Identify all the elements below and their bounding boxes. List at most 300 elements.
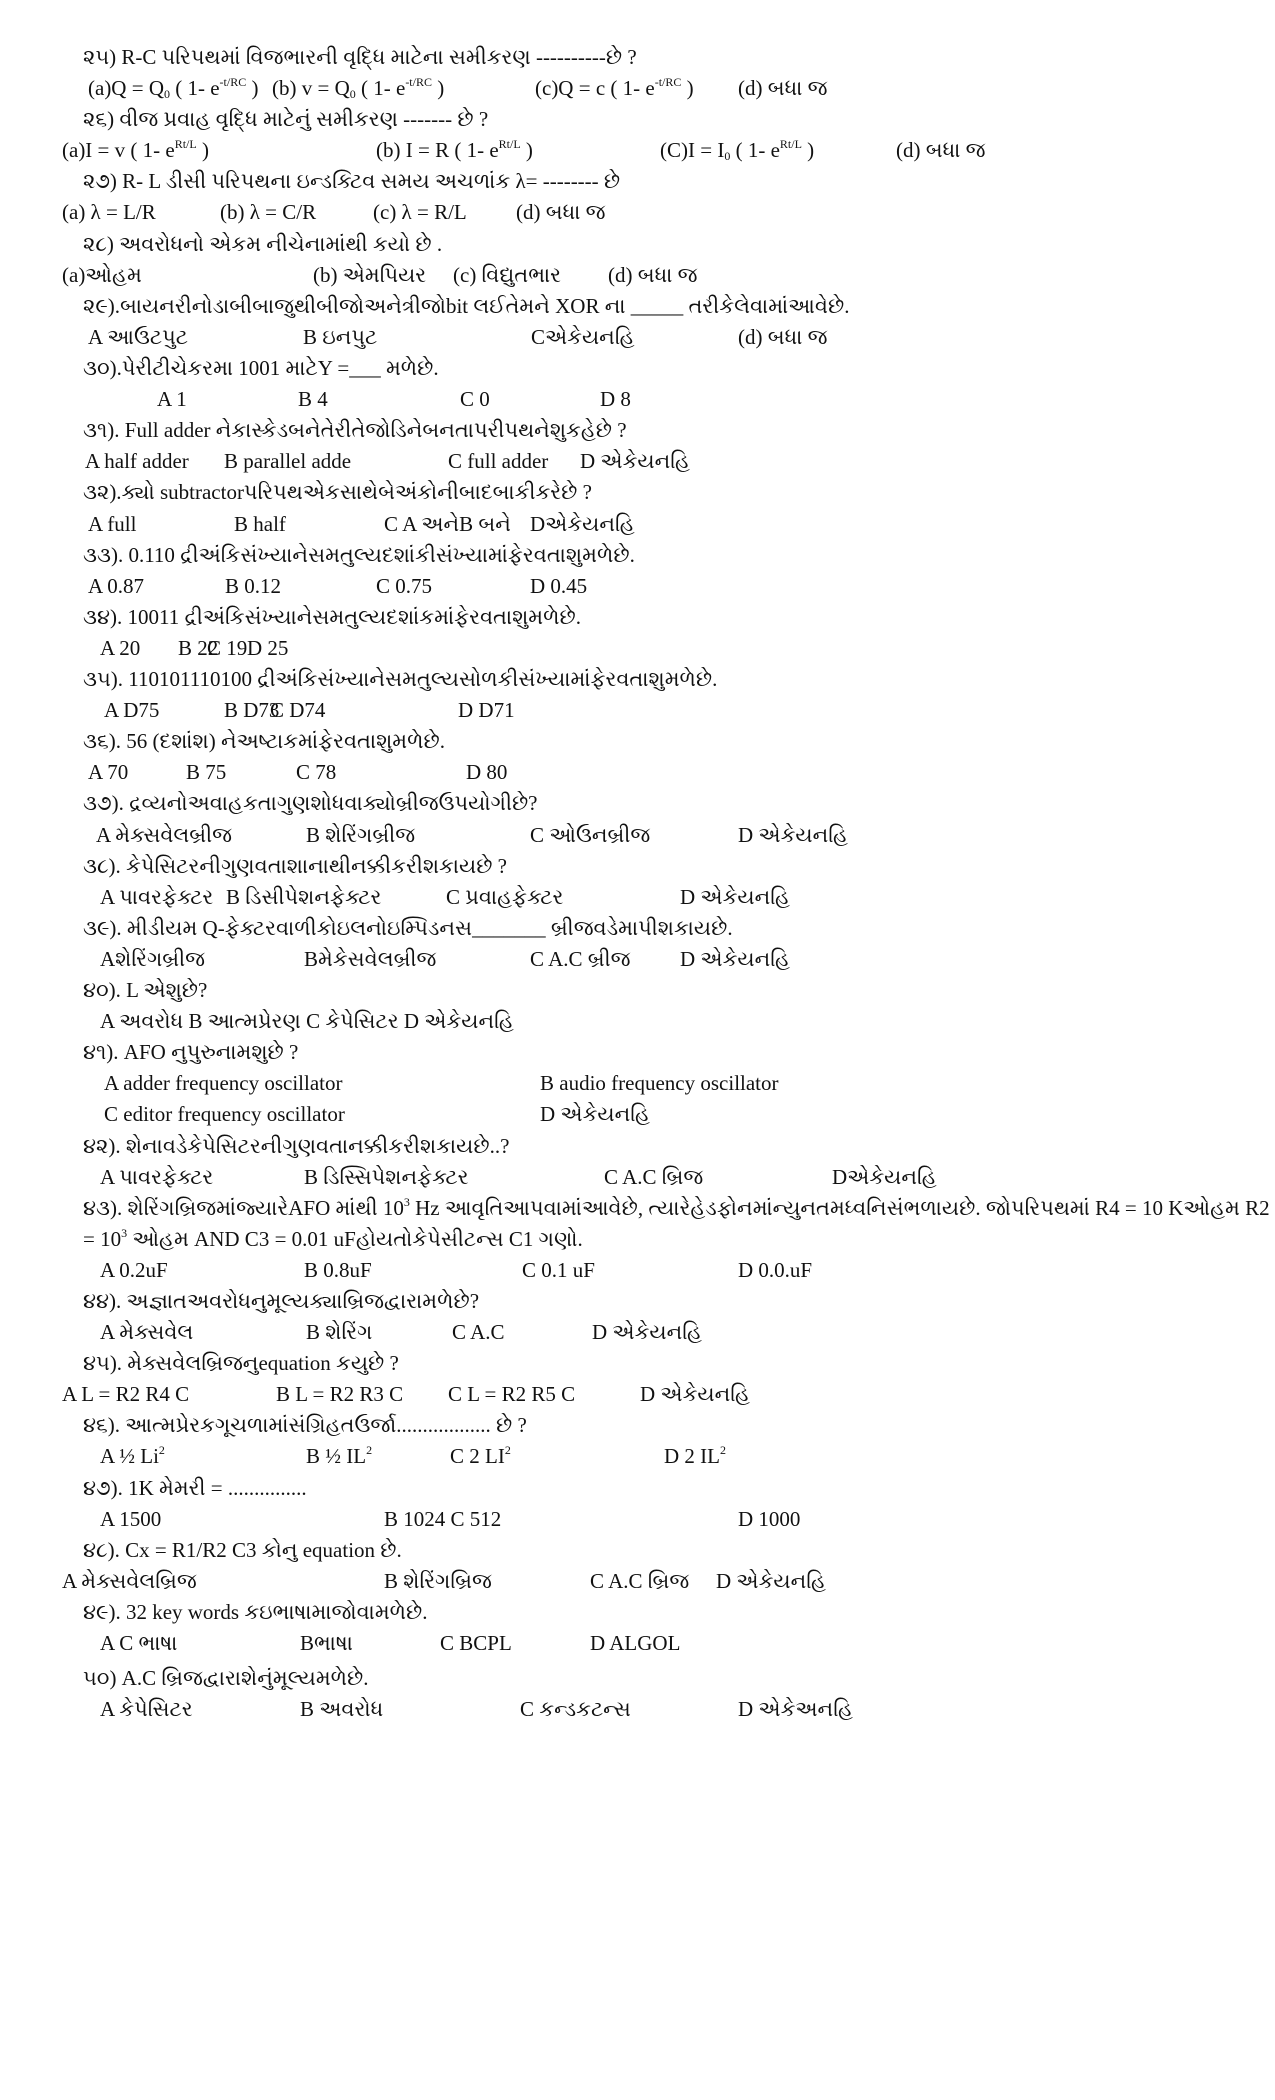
text-run: A પાવરફેક્ટર: [100, 885, 214, 909]
text-run: D 2 IL: [664, 1444, 720, 1468]
text-run: B 1024 C 512: [384, 1507, 502, 1531]
text-run: A 0.2uF: [100, 1258, 168, 1282]
text-run: ૪૯). 32 key words કઇભાષામાજોવામળેછે.: [83, 1600, 428, 1624]
option-a: [62, 197, 156, 228]
question-text-segment: [83, 1663, 369, 1694]
question-text-segment: [83, 415, 627, 446]
options-row: [0, 1379, 1275, 1410]
text-run: B audio frequency oscillator: [540, 1071, 779, 1095]
text-run: ૪૩). શેરિંગબ્રિજમાંજ્યારેAFO માંથી 10: [83, 1196, 404, 1220]
text-run: ૩૦).પેરીટીચેકરમા 1001 માટેY =___ મળેછે.: [83, 356, 439, 380]
options-row: [0, 695, 1275, 726]
option-c: [446, 882, 563, 913]
question-text: [0, 1348, 1275, 1379]
question-text-segment: [83, 726, 445, 757]
text-run: D એકેઅનહિ: [738, 1697, 853, 1721]
options-row: [0, 571, 1275, 602]
text-run: ૨૭) R- L ડીસી પરિપથના ઇન્ડક્ટિવ સમય અચળાંક λ= -------- છે: [83, 169, 621, 193]
option-c: [453, 260, 561, 291]
text-run: A adder frequency oscillator: [104, 1071, 343, 1095]
option-d: [608, 260, 697, 291]
text-run: B 4: [298, 387, 328, 411]
superscript: 3: [121, 1226, 128, 1240]
question-text-segment: [83, 42, 637, 73]
text-run: (c) λ = R/L: [373, 200, 467, 224]
text-run: ૪૪). અજ્ઞાતઅવરોધનુમૂલ્યક્યાબ્રિજદ્વારામળેછે?: [83, 1289, 480, 1313]
text-run: D એકેયનહિ: [540, 1102, 650, 1126]
text-run: B ½ IL: [306, 1444, 367, 1468]
text-run: B 22: [178, 636, 219, 660]
text-run: Bમેકેસવેલબ્રીજ: [304, 947, 437, 971]
option-d: [458, 695, 515, 726]
option-a: [88, 571, 144, 602]
text-run: ૨૬) વીજ પ્રવાહ વૃદ્ધિ માટેનું સમીકરણ ------- છે ?: [83, 107, 489, 131]
superscript: 2: [158, 1443, 165, 1457]
superscript: 3: [403, 1195, 410, 1209]
options-row: [0, 882, 1275, 913]
text-run: B શેરિંગબ્રીજ: [306, 823, 416, 847]
text-run: A મેક્સવેલબ્રિજ: [62, 1569, 197, 1593]
option-c: [448, 1379, 575, 1410]
option-d: [738, 1255, 812, 1286]
option-b: [384, 1566, 492, 1597]
option-d: [716, 1566, 826, 1597]
option-c: [207, 633, 247, 664]
question-text: [0, 1410, 1275, 1441]
options-row: [0, 73, 1275, 104]
option-c: [296, 757, 336, 788]
option-a: [100, 633, 140, 664]
text-run: Bભાષા: [300, 1631, 353, 1655]
option-b: [298, 384, 328, 415]
text-run: ૩૨).ક્યો subtractorપરિપથએકસાથેબેઅંકોનીબાદબાકીકરેછે ?: [83, 480, 592, 504]
text-run: ૩૯). મીડીયમ Q-ફેક્ટરવાળીકોઇલનોઇમ્પિડનસ_______ બ્રીજવડેમાપીશકાયછે.: [83, 916, 733, 940]
option-d: [738, 322, 827, 353]
text-run: ( 1- e: [355, 76, 406, 100]
text-run: (b) એમપિયર: [313, 263, 427, 287]
text-run: C 78: [296, 760, 337, 784]
option-a: [100, 1006, 514, 1037]
option-c: [440, 1628, 512, 1659]
text-run: B 0.8uF: [304, 1258, 372, 1282]
question-text: [0, 540, 1275, 571]
question-text-segment: [83, 353, 439, 384]
option-b: [300, 1694, 383, 1725]
question-text: [0, 1663, 1275, 1694]
text-run: ૪૧). AFO નુપુરુનામશુછે ?: [83, 1040, 299, 1064]
option-a: [100, 1694, 193, 1725]
option-a: [88, 509, 136, 540]
text-run: A આઉટપુટ: [88, 325, 188, 349]
text-run: D ALGOL: [590, 1631, 681, 1655]
option-b: [186, 757, 226, 788]
question-text-segment: [83, 1597, 428, 1628]
superscript: -t/RC: [654, 75, 682, 89]
option-b: [384, 1504, 501, 1535]
option-d: [738, 1694, 853, 1725]
option-d: [247, 633, 288, 664]
option-c: [604, 1162, 703, 1193]
option-d: [832, 1162, 937, 1193]
option-b: [306, 1317, 372, 1348]
superscript: Rt/L: [498, 137, 521, 151]
option-b: [234, 509, 286, 540]
question-text: [0, 1193, 1275, 1224]
option-c: [530, 944, 631, 975]
text-run: ( 1- e: [169, 76, 220, 100]
option-b: [540, 1068, 779, 1099]
options-row: [0, 446, 1275, 477]
option-c: [460, 384, 490, 415]
superscript: -t/RC: [405, 75, 432, 89]
options-row: [0, 1162, 1275, 1193]
text-run: (b) λ = C/R: [220, 200, 317, 224]
option-a: [100, 1162, 213, 1193]
text-run: B શેરિંગ: [306, 1320, 373, 1344]
options-row: [0, 1006, 1275, 1037]
option-a: [62, 135, 209, 166]
text-run: (b) v = Q: [272, 76, 350, 100]
option-c: [384, 509, 511, 540]
text-run: A C ભાષા: [100, 1631, 178, 1655]
subscript: 0: [163, 87, 170, 101]
question-text: [0, 602, 1275, 633]
text-run: C A.C બ્રીજ: [530, 947, 631, 971]
text-run: ૩૬). 56 (દશાંશ) નેઅષ્ટાકમાંફેરવતાશુમળેછે.: [83, 729, 445, 753]
question-text-segment: [83, 1535, 402, 1566]
question-text-segment: [83, 788, 538, 819]
option-c: [270, 695, 325, 726]
text-run: = 10: [83, 1227, 122, 1251]
text-run: ૪૮). Cx = R1/R2 C3 કોનુ equation છે.: [83, 1538, 402, 1562]
question-text: [0, 788, 1275, 819]
text-run: ): [246, 76, 259, 100]
text-run: ૩૭). દ્રવ્યનોઅવાહકતાગુણશોધવાક્યોબ્રીજઉપયોગીછે?: [83, 791, 538, 815]
text-run: ): [196, 138, 209, 162]
option-d: [664, 1441, 726, 1472]
option-c: [660, 135, 814, 166]
superscript: 2: [366, 1443, 373, 1457]
option-a: [88, 73, 258, 104]
options-row: [0, 1068, 1275, 1099]
text-run: C ઓઉનબ્રીજ: [530, 823, 651, 847]
option-c: [448, 446, 548, 477]
option-b: [226, 882, 381, 913]
text-run: C BCPL: [440, 1631, 512, 1655]
question-text-segment: [83, 166, 620, 197]
question-text: [0, 477, 1275, 508]
text-run: D એકેયનહિ: [680, 947, 790, 971]
option-a: [100, 882, 213, 913]
question-text: [0, 913, 1275, 944]
question-text-segment: [83, 1348, 399, 1379]
options-row: [0, 1694, 1275, 1725]
text-run: C 19: [207, 636, 248, 660]
text-run: C પ્રવાહફેક્ટર: [446, 885, 564, 909]
question-text: [0, 1037, 1275, 1068]
text-run: C કન્ડકટન્સ: [520, 1697, 631, 1721]
option-d: [540, 1099, 650, 1130]
text-run: ): [520, 138, 533, 162]
text-run: D એકેયનહિ: [680, 885, 790, 909]
text-run: (c) વિદ્યુતભાર: [453, 263, 561, 287]
option-a: [96, 820, 232, 851]
text-run: D એકેયનહિ: [716, 1569, 826, 1593]
text-run: B ડિસીપેશનફેક્ટર: [226, 885, 382, 909]
option-b: [272, 73, 444, 104]
option-c: [738, 1504, 800, 1535]
text-run: (d) બધા જ: [738, 76, 828, 100]
options-row: [0, 1628, 1275, 1659]
text-run: ૪૫). મેક્સવેલબ્રિજનુequation કયુછે ?: [83, 1351, 399, 1375]
text-run: ૨૮) અવરોધનો એકમ નીચેનામાંથી કયો છે .: [83, 232, 443, 256]
text-run: ૪૭). 1K મેમરી = ...............: [83, 1476, 307, 1500]
option-b: [304, 1255, 372, 1286]
text-run: A half adder: [85, 449, 189, 473]
option-b: [224, 446, 351, 477]
question-text-segment: [83, 104, 488, 135]
text-run: A 1: [157, 387, 187, 411]
question-text: [0, 664, 1275, 695]
text-run: C L = R2 R5 C: [448, 1382, 576, 1406]
options-row: [0, 820, 1275, 851]
option-a: [100, 1255, 168, 1286]
option-a: [85, 446, 189, 477]
text-run: D D71: [458, 698, 515, 722]
superscript: Rt/L: [174, 137, 197, 151]
question-text-segment: [83, 602, 581, 633]
text-run: Dએકેયનહિ: [530, 512, 635, 536]
text-run: A 0.87: [88, 574, 145, 598]
text-run: B D73: [224, 698, 280, 722]
question-text: [0, 415, 1275, 446]
option-d: [680, 882, 790, 913]
text-run: C 0: [460, 387, 490, 411]
options-row: [0, 757, 1275, 788]
question-text-segment: [83, 664, 717, 695]
option-a: [100, 1441, 165, 1472]
option-d: [590, 1628, 680, 1659]
text-run: B L = R2 R3 C: [276, 1382, 404, 1406]
text-run: D એકેયનહિ: [640, 1382, 750, 1406]
text-run: B 75: [186, 760, 227, 784]
text-run: ૨૫) R-C પરિપથમાં વિજભારની વૃદ્ધિ માટેના સમીકરણ ----------છે ?: [83, 45, 637, 69]
text-run: (d) બધા જ: [896, 138, 986, 162]
text-run: A પાવરફેક્ટર: [100, 1165, 214, 1189]
text-run: C D74: [270, 698, 326, 722]
text-run: B half: [234, 512, 286, 536]
text-run: A મેક્સવેલબ્રીજ: [96, 823, 233, 847]
question-text: [0, 42, 1275, 73]
text-run: C 0.75: [376, 574, 433, 598]
options-row: [0, 633, 1275, 664]
question-text: [0, 726, 1275, 757]
superscript: Rt/L: [779, 137, 802, 151]
question-text: [0, 1597, 1275, 1628]
option-d: [640, 1379, 750, 1410]
question-text-segment: [83, 1224, 583, 1255]
option-c: [450, 1441, 511, 1472]
text-run: D 0.0.uF: [738, 1258, 813, 1282]
options-row: [0, 322, 1275, 353]
question-text-segment: [83, 851, 507, 882]
question-text: [0, 1224, 1275, 1255]
option-b: [225, 571, 281, 602]
option-a: [88, 322, 188, 353]
text-run: A D75: [104, 698, 160, 722]
text-run: ૪૨). શેનાવડેકેપેસિટરનીગુણવતાનક્કીકરીશકાયછે..?: [83, 1134, 510, 1158]
text-run: ): [801, 138, 815, 162]
question-text-segment: [83, 913, 733, 944]
question-text-segment: [83, 229, 442, 260]
subscript: 0: [724, 149, 731, 163]
text-run: ૫૦) A.C બ્રિજદ્વારાશેનુંમૂલ્યમળેછે.: [83, 1666, 369, 1690]
option-d: [466, 757, 507, 788]
question-text-segment: [83, 1410, 527, 1441]
subscript: 0: [349, 87, 356, 101]
option-a: [157, 384, 187, 415]
options-row: [0, 1255, 1275, 1286]
superscript: 2: [504, 1443, 511, 1457]
text-run: B parallel adde: [224, 449, 352, 473]
options-row: [0, 1099, 1275, 1130]
option-c: [535, 73, 694, 104]
option-c: [520, 1694, 631, 1725]
question-text-segment: [83, 540, 635, 571]
question-text-segment: [83, 1131, 509, 1162]
options-row: [0, 384, 1275, 415]
option-b: [276, 1379, 403, 1410]
question-text-segment: [83, 1037, 298, 1068]
question-text: [0, 353, 1275, 384]
text-run: B ઇનપુટ: [303, 325, 378, 349]
option-b: [303, 322, 377, 353]
option-b: [304, 1162, 468, 1193]
text-run: A કેપેસિટર: [100, 1697, 193, 1721]
text-run: Dએકેયનહિ: [832, 1165, 937, 1189]
option-b: [306, 820, 415, 851]
options-row: [0, 197, 1275, 228]
option-a: [88, 757, 128, 788]
text-run: (d) બધા જ: [738, 325, 828, 349]
text-run: Cએકેયનહિ: [531, 325, 635, 349]
option-a: [100, 944, 205, 975]
text-run: (c)Q = c ( 1- e: [535, 76, 655, 100]
option-d: [680, 944, 790, 975]
option-d: [516, 197, 605, 228]
option-d: [592, 1317, 702, 1348]
text-run: C full adder: [448, 449, 549, 473]
text-run: Aશેરિંગબ્રીજ: [100, 947, 206, 971]
text-run: D એકેયનહિ: [738, 823, 848, 847]
text-run: D 80: [466, 760, 508, 784]
option-d: [600, 384, 631, 415]
option-d: [896, 135, 985, 166]
question-text: [0, 1535, 1275, 1566]
option-a: [104, 695, 159, 726]
options-row: [0, 944, 1275, 975]
option-d: [530, 571, 587, 602]
text-run: D 0.45: [530, 574, 588, 598]
question-text-segment: [83, 1286, 479, 1317]
option-d: [580, 446, 690, 477]
question-text-segment: [83, 1193, 1270, 1224]
text-run: B 0.12: [225, 574, 282, 598]
text-run: (a)I = v ( 1- e: [62, 138, 175, 162]
question-text: [0, 291, 1275, 322]
option-b: [300, 1628, 353, 1659]
text-run: D 8: [600, 387, 631, 411]
text-run: ૨૯).બાયનરીનોડાબીબાજુથીબીજોઅનેત્રીજોbit લઈતેમને XOR ના _____ તરીકેલેવામાંઆવેછે.: [83, 294, 850, 318]
text-run: D 1000: [738, 1507, 801, 1531]
question-text: [0, 1286, 1275, 1317]
question-text-segment: [83, 291, 849, 322]
text-run: B શેરિંગબ્રિજ: [384, 1569, 492, 1593]
options-row: [0, 1566, 1275, 1597]
option-c: [531, 322, 635, 353]
text-run: (a) λ = L/R: [62, 200, 156, 224]
options-row: [0, 1317, 1275, 1348]
text-run: A 1500: [100, 1507, 162, 1531]
question-text-segment: [83, 1473, 307, 1504]
option-d: [738, 73, 827, 104]
option-a: [62, 1566, 197, 1597]
text-run: D એકેયનહિ: [592, 1320, 702, 1344]
option-c: [530, 820, 650, 851]
text-run: D એકેયનહિ: [580, 449, 690, 473]
text-run: (b) I = R ( 1- e: [376, 138, 499, 162]
text-run: ઓહમ AND C3 = 0.01 uFહોયતોકેપેસીટન્સ C1 ગણો.: [127, 1227, 583, 1251]
text-run: B અવરોધ: [300, 1697, 384, 1721]
text-run: (d) બધા જ: [516, 200, 606, 224]
option-d: [738, 820, 848, 851]
option-c: [590, 1566, 689, 1597]
text-run: (a)ઓહમ: [62, 263, 142, 287]
option-c: [522, 1255, 595, 1286]
question-text: [0, 166, 1275, 197]
option-c: [452, 1317, 505, 1348]
options-row: [0, 509, 1275, 540]
text-run: (a)Q = Q: [88, 76, 164, 100]
text-run: ૪૦). L એશુછે?: [83, 978, 208, 1002]
text-run: C A.C બ્રિજ: [604, 1165, 704, 1189]
superscript: -t/RC: [219, 75, 247, 89]
option-c: [376, 571, 432, 602]
text-run: ૩૪). 10011 દ્રીઅંકિસંખ્યાનેસમતુલ્યદશાંકમાંફેરવતાશુમળેછે.: [83, 605, 581, 629]
option-b: [220, 197, 316, 228]
text-run: ૩૫). 110101110100 દ્રીઅંકિસંખ્યાનેસમતુલ્યસોળકીસંખ્યામાંફેરવતાશુમળેછે.: [83, 667, 718, 691]
option-b: [313, 260, 426, 291]
options-row: [0, 1504, 1275, 1535]
text-run: A full: [88, 512, 137, 536]
text-run: A ½ Li: [100, 1444, 159, 1468]
option-b: [306, 1441, 372, 1472]
text-run: (C)I = I: [660, 138, 725, 162]
text-run: ૪૬). આત્મપ્રેરકગૂચળામાંસંગ્રિહતઉર્જા.................. છે ?: [83, 1413, 527, 1437]
text-run: A મેક્સવેલ: [100, 1320, 194, 1344]
text-run: C 0.1 uF: [522, 1258, 595, 1282]
option-c: [373, 197, 467, 228]
text-run: C A.C બ્રિજ: [590, 1569, 690, 1593]
text-run: C A.C: [452, 1320, 505, 1344]
text-run: A 70: [88, 760, 129, 784]
text-run: ): [431, 76, 445, 100]
text-run: B ડિસ્સિપેશનફેક્ટર: [304, 1165, 469, 1189]
question-text-segment: [83, 975, 207, 1006]
text-run: C 2 LI: [450, 1444, 505, 1468]
options-row: [0, 260, 1275, 291]
question-text: [0, 975, 1275, 1006]
